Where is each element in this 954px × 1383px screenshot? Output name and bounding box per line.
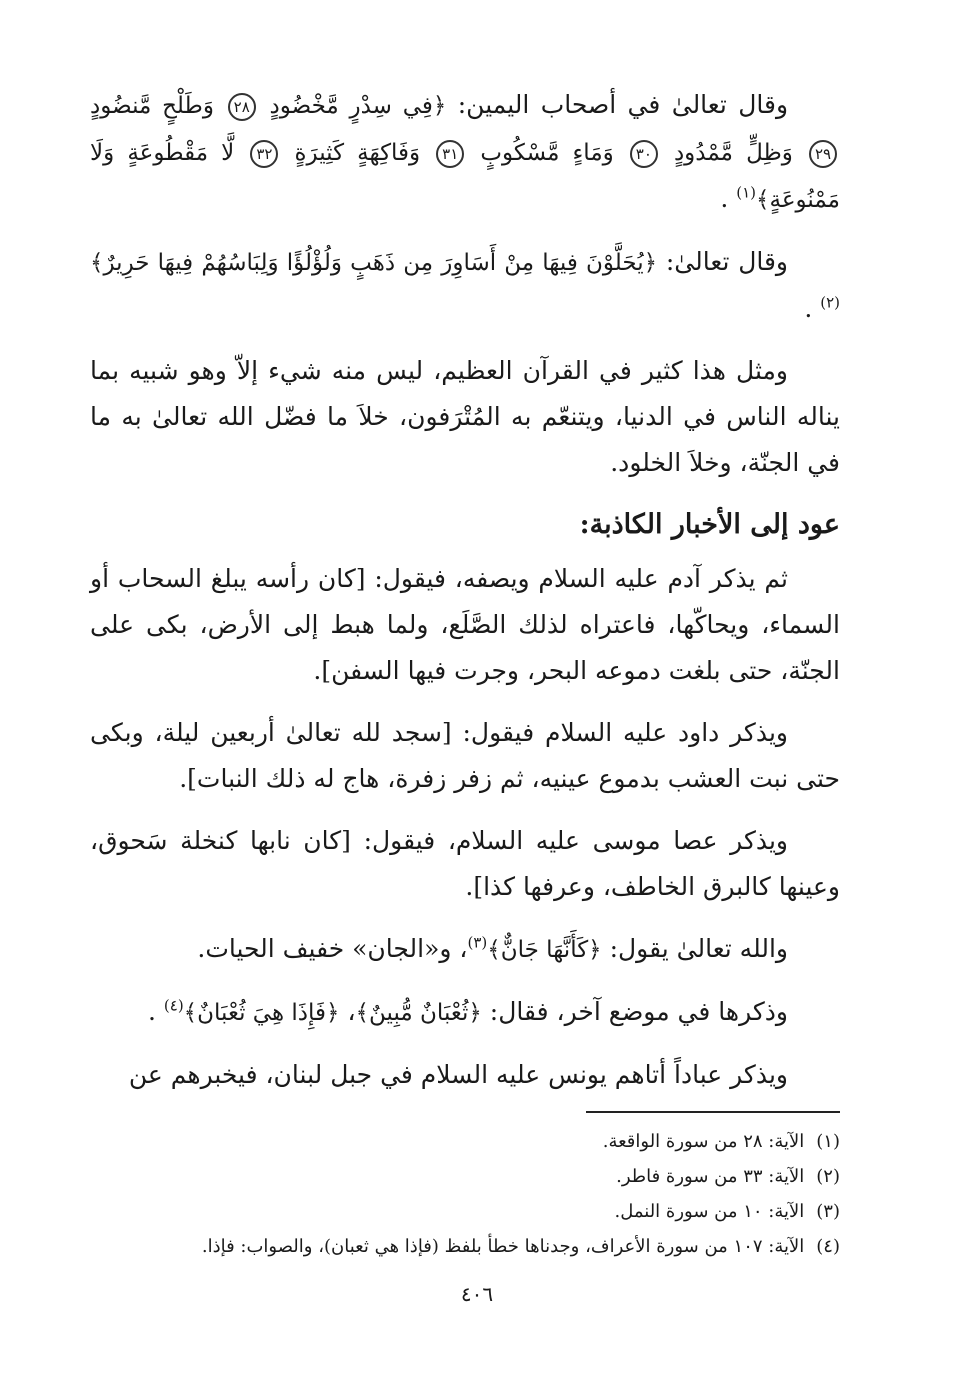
paragraph-jann: والله تعالىٰ يقول: ﴿كَأَنَّهَا جَانٌّ﴾$^{(٣)}$، و«الجان» خفيف الحيات. <box>197 933 788 963</box>
paragraph-dawud: ويذكر داود عليه السلام فيقول: [سجد لله تعالىٰ أربعين ليلة، وبكى حتى نبت العشب بدموع عينيه، ثم زفر زفرة، هاج له ذلك النبات]. <box>90 718 840 793</box>
paragraph-intro: وذكرها في موضع آخر، فقال: <box>481 997 788 1026</box>
paragraph-adam: ثم يذكر آدم عليه السلام ويصفه، فيقول: [كان رأسه يبلغ السحاب أو السماء، ويحاكّها، فاعتراه لذلك الصَّلَع، ولما هبط إلى الأرض، بكى على الجنّة، حتى بلغت دموعه البحر، وجرت فيها السفن]. <box>90 564 840 685</box>
quran-verse: ﴿كَأَنَّهَا جَانٌّ﴾ <box>487 937 602 963</box>
quran-verse: ﴿ثُعْبَانٌ مُّبِينٌ﴾ <box>355 1000 482 1026</box>
paragraph-quran-similarity: ومثل هذا كثير في القرآن العظيم، ليس منه شيء إلاّ وهو شبيه بما يناله الناس في الدنيا، ويتنعّم به المُتْرَفون، خلاَ ما فضّل الله تعالىٰ به ما في الجنّة، وخلاَ الخلود. <box>90 356 840 477</box>
quran-verse: ﴿فِي سِدْرٍ مَّخْضُودٍ ٢٨ وَطَلْحٍ مَّنضُودٍ ٢٩ وَظِلٍّ مَّمْدُودٍ ٣٠ وَمَاءٍ مَّسْكُوبٍ ٣١ وَفَاكِهَةٍ كَثِيرَةٍ ٣٢ لَّا مَقْطُوعَةٍ وَلَا مَمْنُوعَةٍ﴾ <box>90 93 840 213</box>
paragraph-musa-staff: ويذكر عصا موسى عليه السلام، فيقول: [كان نابها كنخلة سَحوق، وعينها كالبرق الخاطف، وعرفها كذا]. <box>90 826 840 901</box>
footnote-text: الآية: ١٠٧ من سورة الأعراف، وجدناها خطأ بلفظ (فإذا هي ثعبان)، والصواب: فإذا. <box>201 1236 805 1257</box>
quran-verse: ﴿فَإِذَا هِيَ ثُعْبَانٌ﴾ <box>183 1000 340 1026</box>
ayah-number-mark: ٢٩ <box>809 140 837 168</box>
footnote-number: (٣) <box>816 1201 840 1222</box>
footnote-number: (١) <box>816 1131 840 1152</box>
footnote-ref: (٣) <box>467 933 488 952</box>
paragraph-silk-garments: وقال تعالىٰ: ﴿يُحَلَّوْنَ فِيهَا مِنْ أَسَاوِرَ مِن ذَهَبٍ وَلُؤْلُؤًا وَلِبَاسُهُمْ فِيهَا حَرِيرٌ﴾$^{(٢)}$ . <box>90 247 840 323</box>
paragraph-companions-of-right: وقال تعالىٰ في أصحاب اليمين: ﴿فِي سِدْرٍ مَّخْضُودٍ ٢٨ وَطَلْحٍ مَّنضُودٍ ٢٩ وَظِلٍّ مَّمْدُودٍ ٣٠ وَمَاءٍ مَّسْكُوبٍ ٣١ وَفَاكِهَةٍ كَثِيرَةٍ ٣٢ لَّا مَقْطُوعَةٍ وَلَا مَمْنُوعَةٍ﴾$^{(١)}$ . <box>90 90 840 213</box>
footnote-number: (٤) <box>816 1236 840 1257</box>
ayah-number-mark: ٣٢ <box>250 140 278 168</box>
footnote-ref: (٤) <box>163 996 184 1015</box>
quran-verse: ﴿يُحَلَّوْنَ فِيهَا مِنْ أَسَاوِرَ مِن ذَهَبٍ وَلُؤْلُؤًا وَلِبَاسُهُمْ فِيهَا حَرِيرٌ﴾ <box>90 250 658 276</box>
footnote <box>90 1229 840 1264</box>
main-text <box>90 82 840 1114</box>
paragraph-intro: وقال تعالىٰ في أصحاب اليمين: <box>446 90 789 119</box>
footnote-text: الآية: ٢٨ من سورة الواقعة. <box>602 1131 805 1152</box>
ayah-number-mark: ٢٨ <box>228 93 256 121</box>
footnotes <box>90 1124 840 1264</box>
paragraph-serpent: وذكرها في موضع آخر، فقال: ﴿ثُعْبَانٌ مُّبِينٌ﴾، ﴿فَإِذَا هِيَ ثُعْبَانٌ﴾$^{(٤)}$ . <box>147 996 788 1026</box>
paragraph-intro: والله تعالىٰ يقول: <box>601 934 788 963</box>
footnote-text: الآية: ٣٣ من سورة فاطر. <box>616 1166 805 1187</box>
footnote-divider <box>586 1111 840 1113</box>
footnote <box>90 1194 840 1229</box>
paragraph-yunus: ويذكر عباداً أتاهم يونس عليه السلام في جبل لبنان، فيخبرهم عن <box>128 1060 788 1089</box>
footnote-ref: (١) <box>736 183 757 202</box>
ayah-number-mark: ٣١ <box>436 140 464 168</box>
footnote-number: (٢) <box>816 1166 840 1187</box>
page-number: ٤٠٦ <box>460 1282 494 1306</box>
section-heading: عود إلى الأخبار الكاذبة: <box>579 509 840 540</box>
ayah-number-mark: ٣٠ <box>630 140 658 168</box>
paragraph-intro: وقال تعالىٰ: <box>657 247 788 276</box>
footnote <box>90 1159 840 1194</box>
footnote-ref: (٢) <box>820 293 840 312</box>
footnote-text: الآية: ١٠ من سورة النمل. <box>614 1201 805 1222</box>
footnote <box>90 1124 840 1159</box>
